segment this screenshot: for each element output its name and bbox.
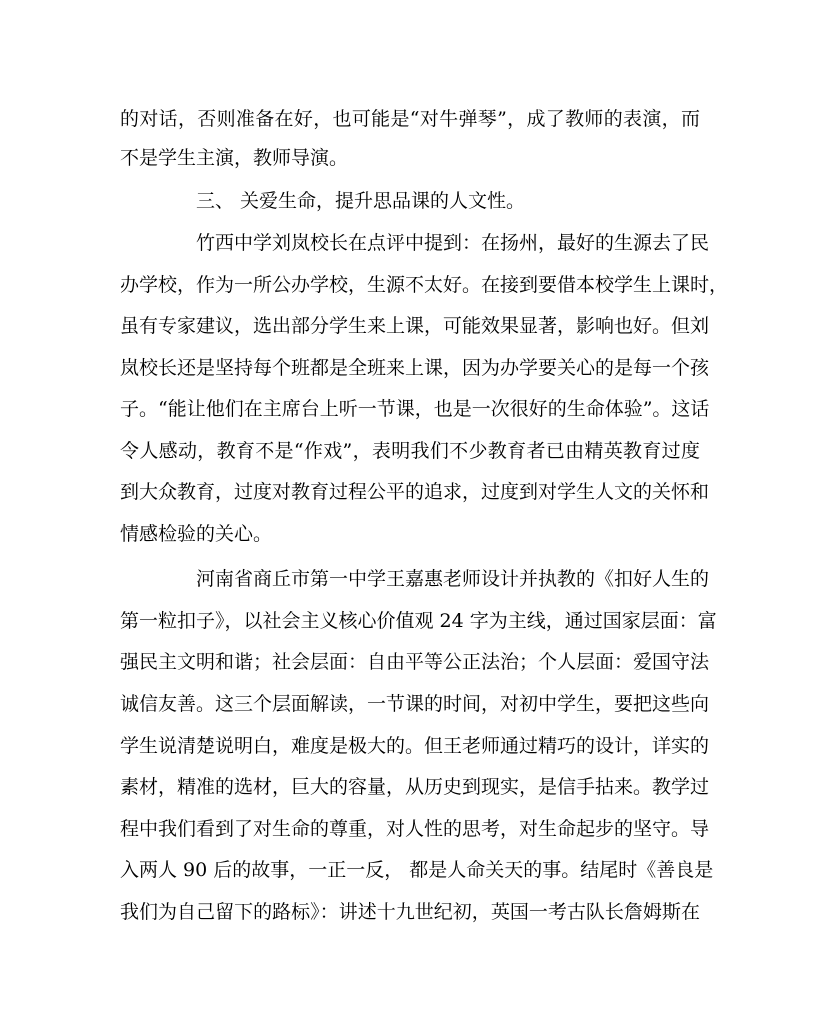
text-line: 素材，精准的选材，巨大的容量，从历史到现实，是信手拈来。教学过: [120, 776, 710, 798]
text-line: 的对话，否则准备在好，也可能是“对牛弹琴”，成了教师的表演，而: [120, 108, 700, 130]
text-line: 令人感动，教育不是“作戏”，表明我们不少教育者已由精英教育过度: [120, 440, 700, 462]
text-line: 办学校，作为一所公办学校，生源不太好。在接到要借本校学生上课时，: [120, 274, 729, 296]
text-line: 子。“能让他们在主席台上听一节课，也是一次很好的生命体验”。这话: [120, 398, 710, 420]
text-line: 不是学生主演，教师导演。: [120, 147, 349, 169]
text-line: 入两人 90 后的故事，一正一反， 都是人命关天的事。结尾时《善良是: [120, 859, 714, 881]
text-line: 虽有专家建议，选出部分学生来上课，可能效果显著，影响也好。但刘: [120, 315, 710, 337]
text-line: 河南省商丘市第一中学王嘉惠老师设计并执教的《扣好人生的: [196, 568, 710, 590]
text-line: 到大众教育，过度对教育过程公平的追求，过度到对学生人文的关怀和: [120, 481, 710, 503]
text-line: 学生说清楚说明白，难度是极大的。但王老师通过精巧的设计，详实的: [120, 735, 710, 757]
text-line: 程中我们看到了对生命的尊重，对人性的思考，对生命起步的坚守。导: [120, 818, 710, 840]
text-line: 情感检验的关心。: [120, 523, 273, 545]
text-line: 第一粒扣子》，以社会主义核心价值观 24 字为主线，通过国家层面：富: [120, 610, 717, 632]
text-line: 竹西中学刘岚校长在点评中提到：在扬州，最好的生源去了民: [196, 232, 710, 254]
section-heading: 三、 关爱生命，提升思品课的人文性。: [196, 190, 526, 212]
text-line: 岚校长还是坚持每个班都是全班来上课，因为办学要关心的是每一个孩: [120, 357, 710, 379]
text-line: 强民主文明和谐；社会层面：自由平等公正法治；个人层面：爱国守法: [120, 651, 710, 673]
text-line: 我们为自己留下的路标》：讲述十九世纪初，英国一考古队长詹姆斯在: [120, 901, 700, 923]
text-line: 诚信友善。这三个层面解读，一节课的时间，对初中学生，要把这些向: [120, 693, 710, 715]
